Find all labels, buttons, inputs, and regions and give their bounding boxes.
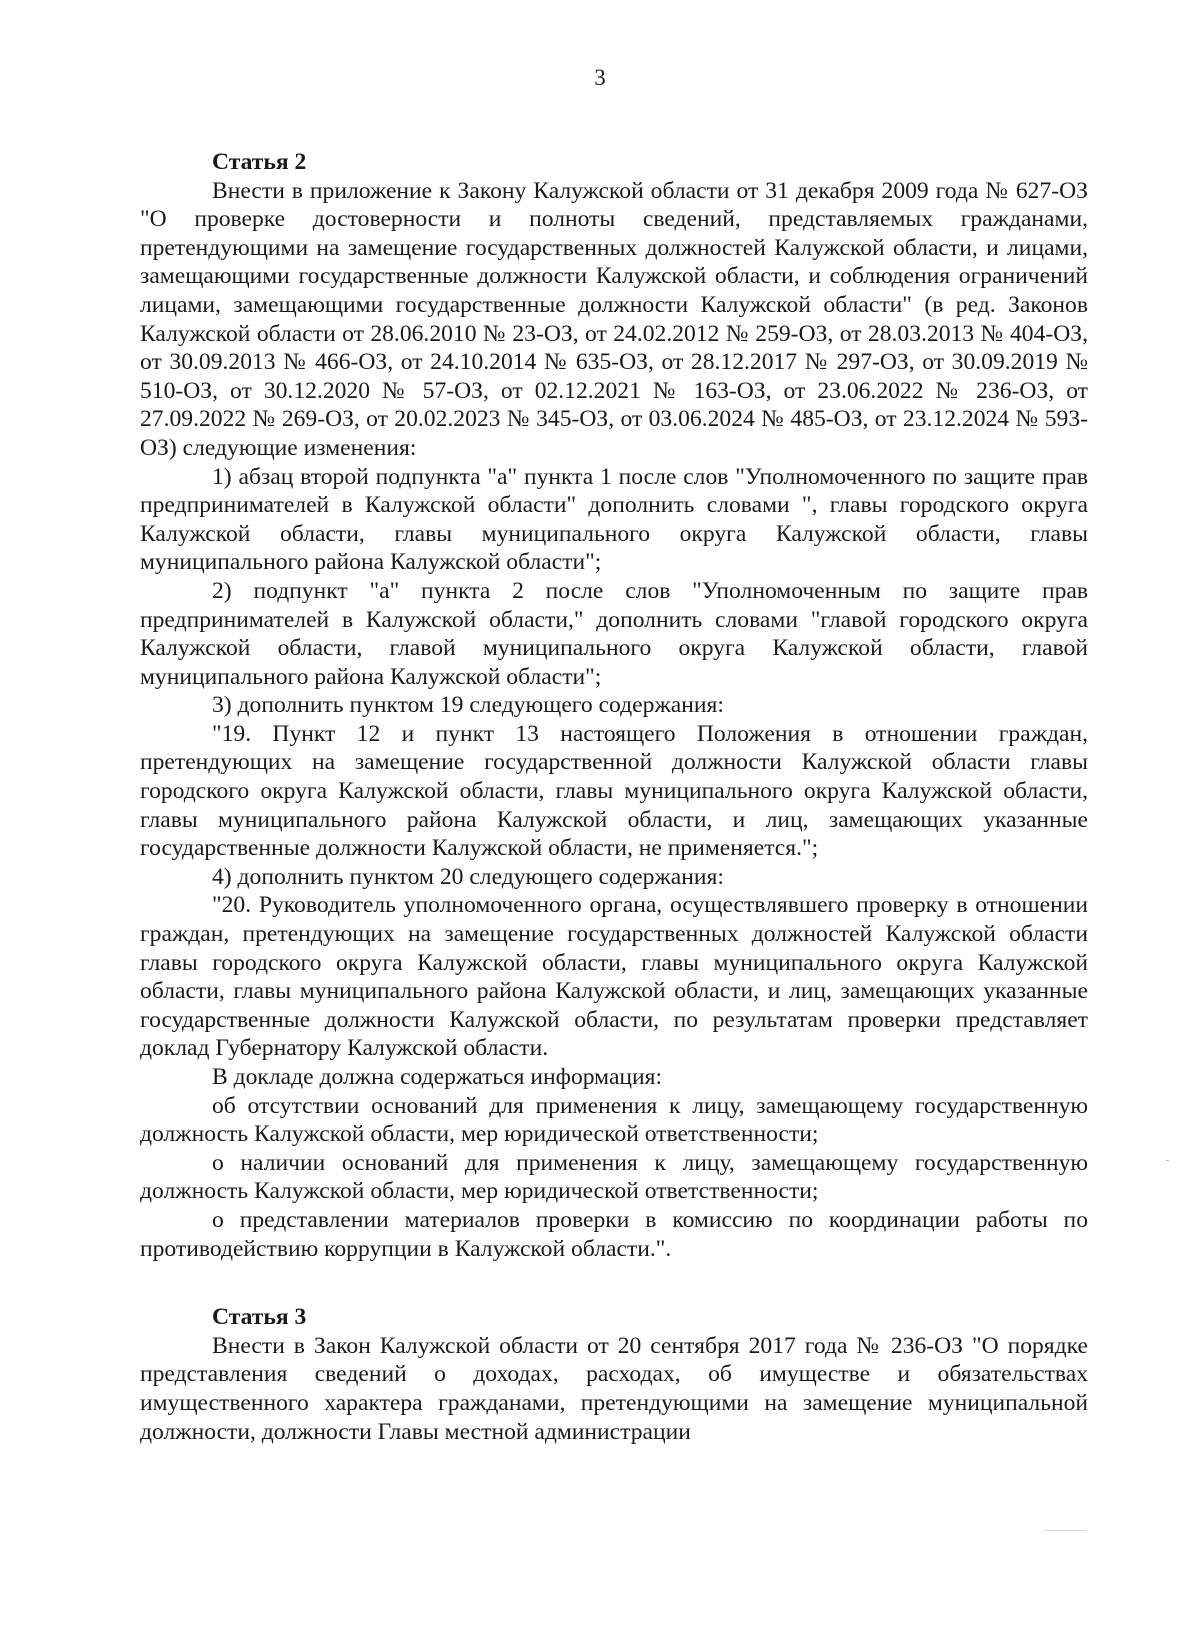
article-2-item-3: 3) дополнить пунктом 19 следующего содержания: [212, 692, 724, 719]
report-item-1: об отсутствии оснований для применения к лицу, замещающему государственную должность Калужской области, мер юридической ответственности; [140, 1092, 1088, 1148]
article-3-heading: Статья 3 [212, 1304, 307, 1331]
article-2-item-4: 4) дополнить пунктом 20 следующего содержания: [212, 863, 724, 890]
report-intro: В докладе должна содержаться информация: [212, 1064, 663, 1090]
article-2-item-1: 1) абзац второй подпункта "а" пункта 1 после слов "Уполномоченного по защите прав предпринимателей в Калужской области" дополнить словами ", главы городского округа Калужской области, главы муниципального округа Калужской области, главы муниципального района Калужской области"; [140, 463, 1088, 576]
document-body [140, 148, 1088, 1446]
article-2-intro: Внести в приложение к Закону Калужской области от 31 декабря 2009 года № 627-ОЗ "О проверке достоверности и полноты сведений, представляемых гражданами, претендующими на замещение государственных должностей Калужской области, и лицами, замещающими государственные должности Калужской области, и соблюдения ограничений лицами, замещающими государственные должности Калужской области" (в ред. Законов Калужской области от 28.06.2010 № 23-ОЗ, от 24.02.2012 № 259-ОЗ, от 28.03.2013 № 404-ОЗ, от 30.09.2013 № 466-ОЗ, от 24.10.2014 № 635-ОЗ, от 28.12.2017 № 297-ОЗ, от 30.09.2019 № 510-ОЗ, от 30.12.2020 № 57-ОЗ, от 02.12.2021 № 163-ОЗ, от 23.06.2022 № 236-ОЗ, от 27.09.2022 № 269-ОЗ, от 20.02.2023 № 345-ОЗ, от 03.06.2024 № 485-ОЗ, от 23.12.2024 № 593-ОЗ) следующие изменения: [140, 177, 1088, 461]
article-3-intro: Внести в Закон Калужской области от 20 сентября 2017 года № 236-ОЗ "О порядке представления сведений о доходах, расходах, об имуществе и обязательствах имущественного характера гражданами, претендующими на замещение муниципальной должности, должности Главы местной администрации [140, 1332, 1088, 1445]
scan-mark [1044, 1530, 1086, 1531]
article-2-item-4-text: "20. Руководитель уполномоченного органа, осуществлявшего проверку в отношении граждан, претендующих на замещение государственных должностей Калужской области главы городского округа Калужской области, главы муниципального округа Калужской области, главы муниципального района Калужской области, и лиц, замещающих указанные государственные должности Калужской области, по результатам проверки представляет доклад Губернатору Калужской области. [140, 892, 1088, 1062]
article-2-heading: Статья 2 [212, 149, 307, 175]
scan-mark [1166, 1160, 1169, 1161]
page-number: 3 [594, 65, 606, 90]
article-2-item-3-text: "19. Пункт 12 и пункт 13 настоящего Положения в отношении граждан, претендующих на замещение государственной должности Калужской области главы городского округа Калужской области, главы муниципального округа Калужской области, главы муниципального района Калужской области, и лиц, замещающих указанные государственные должности Калужской области, не применяется."; [140, 720, 1088, 862]
report-item-3: о представлении материалов проверки в комиссию по координации работы по противодействию коррупции в Калужской области.". [140, 1206, 1088, 1262]
section-gap [140, 1263, 1088, 1303]
article-2-item-2: 2) подпункт "а" пункта 2 после слов "Уполномоченным по защите прав предпринимателей в Калужской области," дополнить словами "главой городского округа Калужской области, главой муниципального округа Калужской области, главой муниципального района Калужской области"; [140, 577, 1088, 690]
report-item-2: о наличии оснований для применения к лицу, замещающему государственную должность Калужской области, мер юридической ответственности; [140, 1149, 1088, 1205]
